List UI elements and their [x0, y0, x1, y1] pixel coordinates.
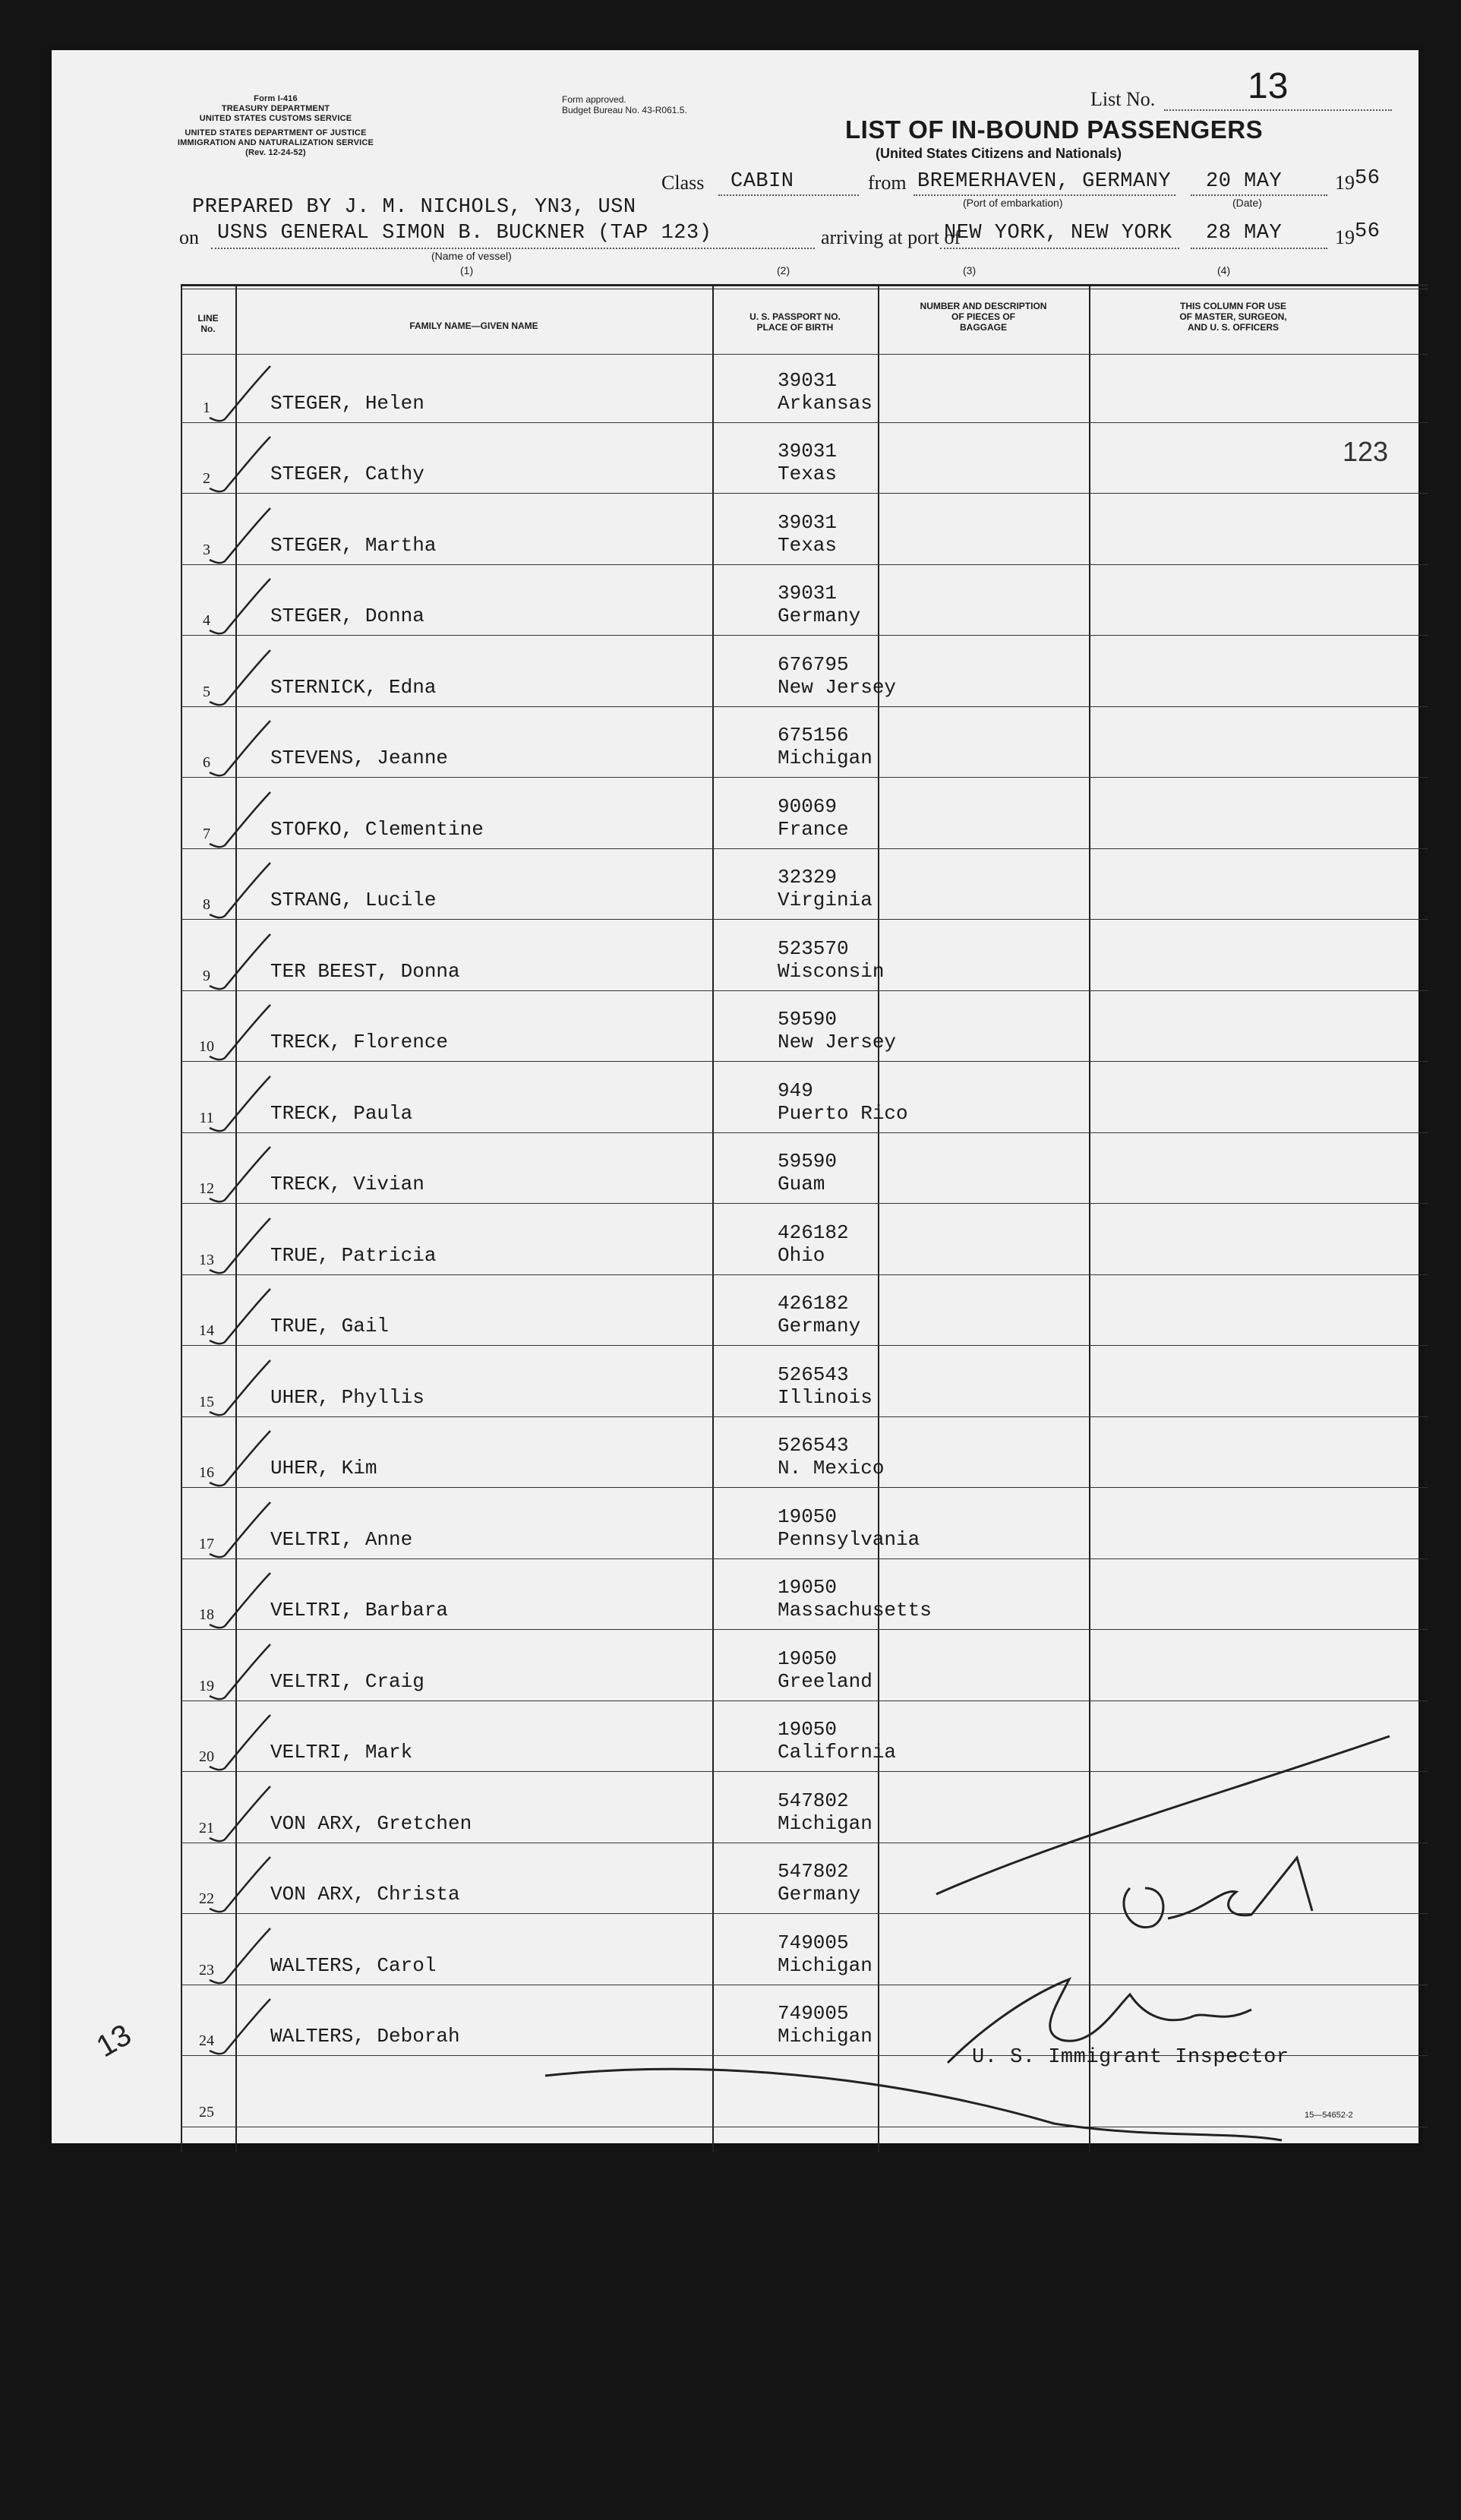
agency-line: TREASURY DEPARTMENT [221, 104, 330, 113]
passenger-name: VELTRI, Anne [270, 1527, 413, 1551]
arriving-label: arriving at port of [821, 226, 961, 248]
place-of-birth: Michigan [778, 1953, 872, 1977]
from-caption: (Port of embarkation) [963, 197, 1063, 209]
place-of-birth: Puerto Rico [778, 1101, 908, 1125]
from-label: from [868, 172, 907, 194]
header-text: U. S. PASSPORT NO. [749, 311, 841, 322]
form-number: Form I-416 [254, 94, 298, 103]
passenger-name: TRECK, Paula [270, 1101, 413, 1125]
row-line-number: 3 [203, 541, 210, 558]
passenger-name: WALTERS, Carol [270, 1953, 437, 1977]
inspector-label: U. S. Immigrant Inspector [972, 2046, 1289, 2069]
passport-number: 59590 [778, 1008, 838, 1031]
arrival-date: 28 MAY [1206, 222, 1283, 245]
passport-number: 547802 [778, 1789, 849, 1812]
place-of-birth: France [778, 817, 849, 841]
column-caption-3: (3) [963, 264, 977, 276]
prepared-by: PREPARED BY J. M. NICHOLS, YN3, USN [192, 196, 636, 219]
passport-number: 949 [778, 1078, 813, 1102]
passport-number: 526543 [778, 1434, 849, 1457]
header-text: NUMBER AND DESCRIPTION [920, 301, 1047, 311]
date-caption: (Date) [1232, 197, 1262, 209]
date1-year-suffix: 56 [1355, 167, 1381, 190]
row-line-number: 12 [199, 1180, 214, 1197]
place-of-birth: Michigan [778, 2025, 872, 2048]
place-of-birth: N. Mexico [778, 1457, 885, 1479]
officer-note: 123 [1343, 436, 1389, 467]
row-line-number: 14 [199, 1322, 214, 1339]
passenger-name: STERNICK, Edna [270, 675, 437, 699]
place-of-birth: Texas [778, 533, 838, 557]
diagonal-strike-line [936, 1736, 1390, 1894]
date2-year-prefix: 19 [1335, 226, 1355, 248]
passenger-name: TER BEEST, Donna [270, 959, 460, 983]
row-line-number: 7 [203, 825, 210, 842]
place-of-birth: Texas [778, 463, 838, 485]
place-of-birth: Wisconsin [778, 959, 885, 983]
passenger-name: STEVENS, Jeanne [270, 747, 449, 769]
revision-date: (Rev. 12-24-52) [245, 148, 306, 157]
passport-number: 59590 [778, 1150, 838, 1173]
passenger-name: TRUE, Gail [270, 1315, 390, 1337]
place-of-birth: Guam [778, 1173, 825, 1195]
column-caption-4: (4) [1217, 264, 1231, 276]
passport-number: 19050 [778, 1576, 838, 1599]
row-line-number: 5 [203, 683, 210, 700]
column-caption-2: (2) [777, 264, 790, 276]
row-line-number: 6 [203, 754, 210, 771]
passenger-name: VELTRI, Mark [270, 1741, 413, 1764]
passport-number: 426182 [778, 1292, 849, 1315]
passport-number: 523570 [778, 936, 849, 960]
agency-line: IMMIGRATION AND NATURALIZATION SERVICE [177, 138, 374, 147]
row-line-number: 1 [203, 399, 210, 416]
row-line-number: 24 [199, 2032, 214, 2049]
passenger-name: TRECK, Florence [270, 1031, 449, 1053]
date2-year-suffix: 56 [1355, 220, 1381, 243]
approval-line: Form approved. [562, 94, 626, 105]
agency-line: UNITED STATES CUSTOMS SERVICE [199, 114, 352, 123]
passport-number: 526543 [778, 1363, 849, 1386]
row-line-number: 17 [199, 1535, 214, 1552]
passport-number: 39031 [778, 368, 838, 392]
passport-number: 90069 [778, 794, 838, 818]
signature-marks [52, 50, 1418, 2143]
passenger-name: VELTRI, Craig [270, 1669, 424, 1693]
place-of-birth: Arkansas [778, 391, 872, 415]
row-line-number: 8 [203, 896, 210, 913]
row-line-number: 13 [199, 1251, 214, 1268]
class-value: CABIN [730, 170, 794, 193]
class-label: Class [661, 172, 705, 194]
place-of-birth: Virginia [778, 889, 872, 911]
header-text: LINE [197, 313, 219, 324]
place-of-birth: New Jersey [778, 675, 897, 699]
list-no-label: List No. [1090, 88, 1156, 110]
place-of-birth: Pennsylvania [778, 1527, 920, 1551]
passenger-name: VON ARX, Gretchen [270, 1811, 472, 1835]
vessel-name: USNS GENERAL SIMON B. BUCKNER (TAP 123) [217, 222, 712, 245]
passenger-name: STOFKO, Clementine [270, 817, 484, 841]
place-of-birth: California [778, 1741, 897, 1764]
row-line-number: 15 [199, 1393, 214, 1410]
row-line-number: 16 [199, 1464, 214, 1481]
place-of-birth: Ohio [778, 1243, 825, 1267]
form-code: 15—54652-2 [1305, 2111, 1353, 2120]
embarkation-date: 20 MAY [1206, 170, 1283, 193]
passport-number: 19050 [778, 1647, 838, 1670]
passport-number: 39031 [778, 510, 838, 534]
row-line-number: 22 [199, 1890, 214, 1907]
row-line-number: 10 [199, 1038, 214, 1055]
form-subtitle: (United States Citizens and Nationals) [876, 146, 1122, 161]
approval-line: Budget Bureau No. 43-R061.5. [562, 105, 687, 115]
passenger-name: STEGER, Helen [270, 391, 424, 415]
header-text: AND U. S. OFFICERS [1187, 322, 1279, 333]
header-text: OF PIECES OF [951, 311, 1015, 322]
row-line-number: 2 [203, 470, 210, 487]
passport-number: 426182 [778, 1221, 849, 1244]
passenger-name: STRANG, Lucile [270, 889, 437, 911]
passenger-list-form [52, 50, 1418, 2143]
header-text: No. [200, 324, 216, 334]
row-line-number: 21 [199, 1819, 214, 1836]
place-of-birth: Germany [778, 1315, 861, 1337]
row-line-number: 19 [199, 1677, 214, 1694]
passport-number: 19050 [778, 1505, 838, 1528]
row-line-number: 11 [199, 1109, 214, 1126]
header-text: OF MASTER, SURGEON, [1179, 311, 1287, 322]
header-family-name: FAMILY NAME—GIVEN NAME [409, 321, 538, 331]
passenger-name: WALTERS, Deborah [270, 2025, 460, 2048]
passport-number: 39031 [778, 440, 838, 463]
place-of-birth: Germany [778, 605, 861, 627]
row-line-number: 9 [203, 967, 210, 984]
place-of-birth: Massachusetts [778, 1599, 932, 1622]
margin-note: 13 [90, 2017, 137, 2064]
cancellation-line [545, 2069, 1282, 2140]
place-of-birth: Michigan [778, 747, 872, 769]
passenger-name: TRECK, Vivian [270, 1173, 424, 1195]
place-of-birth: Germany [778, 1883, 861, 1906]
header-text: THIS COLUMN FOR USE [1180, 301, 1286, 311]
vessel-caption: (Name of vessel) [431, 250, 512, 262]
arrival-port: NEW YORK, NEW YORK [944, 222, 1172, 245]
passport-number: 19050 [778, 1718, 838, 1741]
date1-year-prefix: 19 [1335, 172, 1355, 194]
list-no-value: 13 [1248, 66, 1289, 106]
row-line-number: 23 [199, 1961, 214, 1978]
row-line-number: 18 [199, 1606, 214, 1623]
header-text: BAGGAGE [959, 322, 1007, 333]
passport-number: 675156 [778, 724, 849, 747]
place-of-birth: Illinois [778, 1385, 872, 1409]
passenger-name: STEGER, Martha [270, 533, 437, 557]
column-caption-1: (1) [460, 264, 474, 276]
passport-number: 32329 [778, 866, 838, 889]
row-line-number: 20 [199, 1748, 214, 1765]
agency-line: UNITED STATES DEPARTMENT OF JUSTICE [185, 128, 367, 137]
passport-number: 676795 [778, 652, 849, 676]
header-text: PLACE OF BIRTH [756, 322, 834, 333]
place-of-birth: Michigan [778, 1811, 872, 1835]
passport-number: 749005 [778, 1931, 849, 1954]
place-of-birth: New Jersey [778, 1031, 897, 1053]
row-line-number: 25 [199, 2103, 214, 2121]
form-title: LIST OF IN-BOUND PASSENGERS [845, 115, 1264, 144]
port-of-embarkation: BREMERHAVEN, GERMANY [917, 170, 1172, 193]
passenger-name: UHER, Kim [270, 1457, 377, 1479]
on-label: on [179, 226, 199, 248]
passenger-name: VELTRI, Barbara [270, 1599, 449, 1622]
passenger-name: VON ARX, Christa [270, 1883, 460, 1906]
passport-number: 547802 [778, 1860, 849, 1883]
passenger-name: TRUE, Patricia [270, 1243, 437, 1267]
passport-number: 749005 [778, 2002, 849, 2025]
passenger-name: STEGER, Donna [270, 605, 424, 627]
inspector-initials [1124, 1858, 1312, 1928]
passenger-name: UHER, Phyllis [270, 1385, 424, 1409]
row-line-number: 4 [203, 612, 210, 629]
passport-number: 39031 [778, 582, 838, 605]
passenger-name: STEGER, Cathy [270, 463, 424, 485]
place-of-birth: Greeland [778, 1669, 872, 1693]
